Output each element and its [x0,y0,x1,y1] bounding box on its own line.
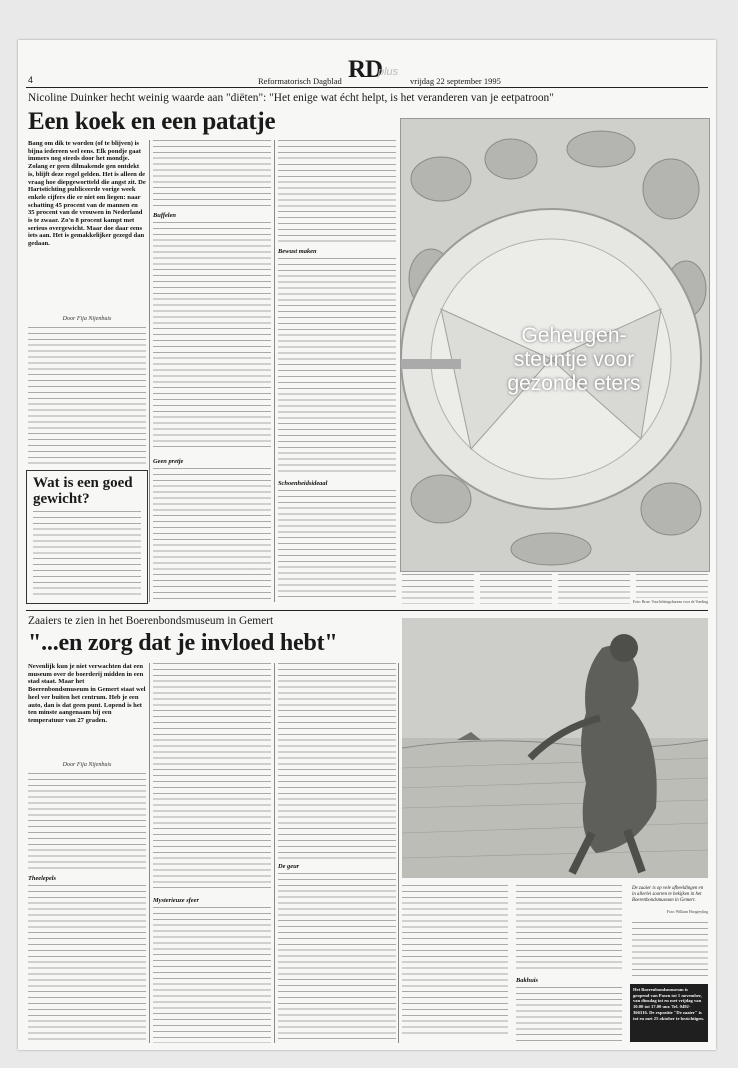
article2-column-1 [28,773,146,1043]
article2-kicker: Zaaiers te zien in het Boerenbondsmuseum in Gemert [28,615,274,627]
article2-byline: Door Fija Nijenbuis [62,762,112,768]
article1-column-2 [153,140,271,602]
subhead-geen-pretje: Geen pretje [153,458,184,465]
text-lines [153,663,271,893]
subhead-mysterieuze-sfeer: Mysterieuze sfeer [153,897,199,904]
text-lines [480,574,552,604]
column-divider [398,663,399,1043]
text-lines [153,468,271,602]
text-lines [278,140,396,160]
article2-headline: "...en zorg dat je invloed hebt" [28,630,338,656]
article2-photo-credit: Foto: William Hoogteyling [666,910,708,914]
article2-column-3 [278,663,396,1043]
text-lines [278,873,396,1043]
column-divider [149,663,150,1043]
sidebar-text [33,511,141,599]
paper-name: Reformatorisch Dagblad [258,76,342,86]
text-lines [516,987,622,1045]
text-lines [28,773,146,871]
subhead-schoonheidsideaal: Schoenheidsideaal [278,480,328,487]
text-lines [278,258,396,476]
article1-kicker: Nicoline Duinker hecht weinig waarde aan "diëten": "Het enige wat écht helpt, is het veranderen van je eetpatroon" [28,92,554,104]
text-lines [402,574,474,604]
museum-info-box: Het Boerenbondsmuseum is geopend van Pasen tot 1 november, van dinsdag tot en met vrijdag van 10.00 tot 17.00 uur. Tel. 0492-366316. De expositie "De zaaier" is tot en met 25 oktober te bezichtigen. [630,984,708,1042]
page-number: 4 [28,75,34,85]
article1-photo-credit: Foto: Bron: Voorlichtingsbureau voor de Voeding [632,600,708,604]
article1-column-1 [28,327,146,468]
rd-logo [348,56,399,86]
section-divider [26,610,708,611]
subhead-de-geur: De geur [278,863,300,870]
article1-lede: Bang om dik te worden (of te blijven) is bijna iedereen wel eens. Elk pondje gaat immers nog steeds door het mondje. Zolang er geen dilmakende gen ontdekt is, blijft deze regel gelden. Het is alleen de vraag hoe diepgewortteld die angst zit. De Hartstichting publiceerde vorige week enkele cijfers die er niet om liegen: naar schatting 45 procent van de mannen en 35 procent van de vrouwen in Nederland is te zwaar. Zo'n 8 procent kampt met serieus overgewicht. Maar doe daar eens iets aan. Het is gemakkelijker gezegd dan gedaan. [28,140,146,248]
logo-text: RD [348,56,383,83]
subhead-bakhuis: Bakhuis [516,977,539,984]
column-divider [274,140,275,602]
subhead-bewust-maken: Bewust maken [278,248,317,255]
masthead-rule [26,87,708,88]
subhead-theelepels: Theelepels [28,875,57,882]
text-lines [278,490,396,602]
logo-sub: plus [378,66,399,78]
text-lines [153,140,271,210]
subhead-buffelen: Buffelen [153,212,176,219]
article1-column-3 [278,140,396,160]
article1-column-3b [278,164,396,602]
sidebar-box [26,470,148,604]
article1-headline: Een koek en een patatje [28,108,276,135]
article2-lede: Nevenlijk kun je niet verwachten dat een museum over de boerderij midden in een stad staat. Maar het Boerenbondsmuseum in Gemert staat wel heel ver buiten het centrum. Heb je een auto, dan is dat geen punt. Lopend is het ten minste aangenaam bij een temperatuur van 27 graden. [28,663,146,724]
article2-photo-caption: De zaaier is op vele afbeeldingen en in allerlei soorten te bekijken in het Boerenbondsmuseum in Gemert. [632,886,704,903]
text-lines [153,222,271,448]
newspaper-page [18,40,716,1050]
text-lines [153,907,271,1043]
column-divider [274,663,275,1043]
text-lines [28,885,146,1043]
column-divider [149,140,150,602]
text-lines [402,885,508,1035]
text-lines [278,164,396,244]
article2-column-right [632,922,708,980]
sidebar-title: Wat is een goed gewicht? [33,475,133,507]
issue-date: vrijdag 22 september 1995 [410,76,501,86]
text-lines [278,663,396,859]
article2-photo [402,618,708,878]
sower-etching [402,618,708,878]
text-lines [636,574,708,598]
photo-caption: Geheugen-steuntje voor gezonde eters [507,324,641,395]
article1-photo [400,118,710,572]
article2-bottom-columns [402,885,624,1045]
text-lines [516,885,622,973]
article2-column-2 [153,663,271,1043]
article1-byline: Door Fija Nijenbuis [62,316,112,322]
text-lines [28,327,146,468]
